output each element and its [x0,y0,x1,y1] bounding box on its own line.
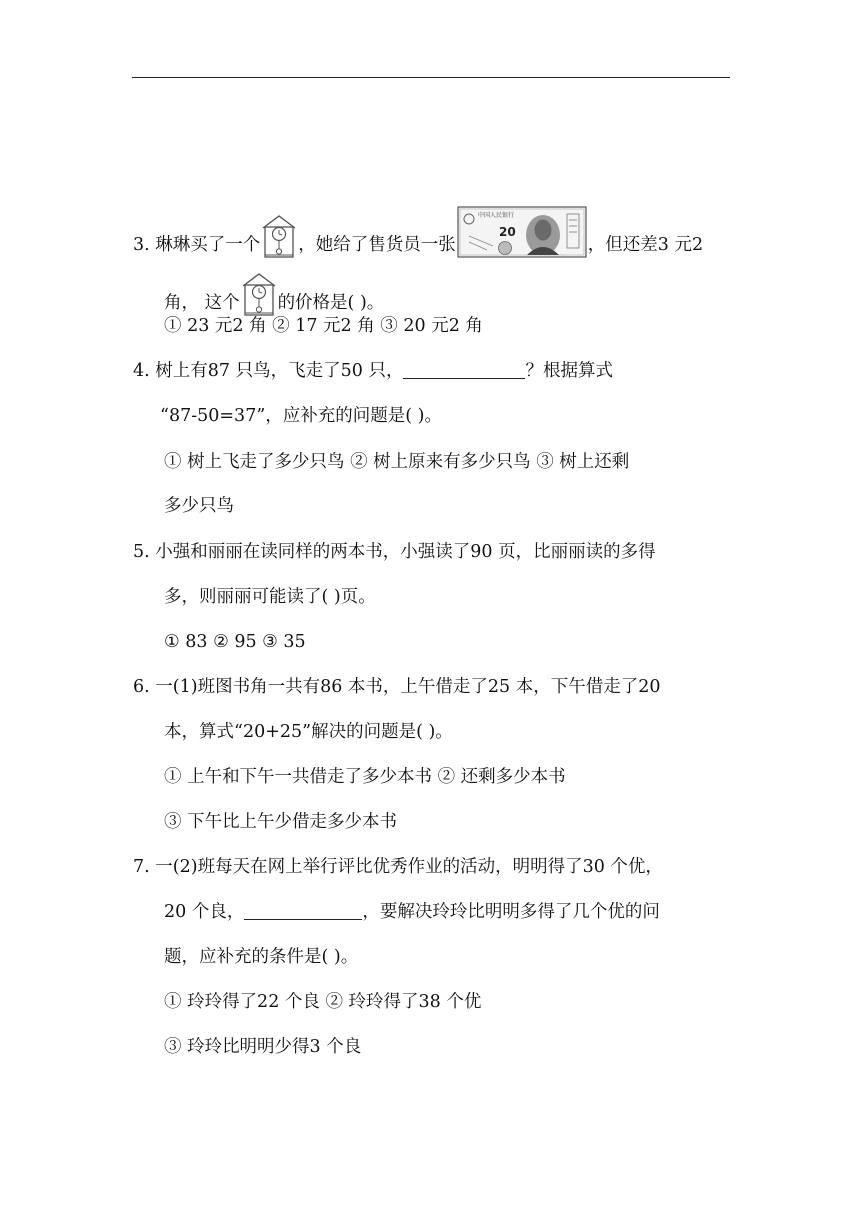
clock-icon [241,272,277,316]
banknote-image [457,206,587,258]
q7-line-1 [133,855,663,879]
q4-answer-blank [403,360,525,379]
clock-icon [261,214,297,258]
q7-text-2a: 20 个良， [164,902,245,922]
q7-line-3: 题，应补充的条件是( )。 [164,947,359,967]
q7-option-3: ③ 玲玲比明明少得3 个良 [164,1037,362,1057]
q5-line-1 [133,540,656,564]
q4-text-2: ？根据算式 [525,361,613,381]
q4-options-cont: 多少只鸟 [164,496,234,516]
q7-answer-blank [244,901,362,920]
q5-options: ① 83 ② 95 ③ 35 [164,632,306,652]
banknote-value: 20 [498,225,516,239]
q5-number: 5. [133,542,150,562]
q5-text-1: 小强和丽丽在读同样的两本书，小强读了90 页，比丽丽读的多得 [155,542,656,562]
q6-option-3: ③ 下午比上午少借走多少本书 [164,812,398,832]
q4-line-1 [133,359,613,383]
q3-text-1: 琳琳买了一个 [155,235,261,255]
banknote-header: 中国人民银行 [477,212,514,219]
q3-options: ① 23 元2 角 ② 17 元2 角 ③ 20 元2 角 [164,316,483,336]
q7-options-1-2: ① 玲玲得了22 个良 ② 玲玲得了38 个优 [164,992,482,1012]
header-rule [132,77,730,78]
q7-text-2b: ，要解决玲玲比明明多得了几个优的问 [362,902,660,922]
q4-text-1: 树上有87 只鸟，飞走了50 只， [155,361,404,381]
q7-number: 7. [133,857,150,877]
q3-line-2 [164,272,384,316]
q6-options-1-2: ① 上午和下午一共借走了多少本书 ② 还剩多少本书 [164,767,566,787]
q6-number: 6. [133,677,150,697]
q3-text-4: 角， 这个 [164,293,240,313]
q3-number: 3. [133,235,150,255]
q6-line-2: 本，算式“20+25”解决的问题是( )。 [164,722,453,742]
q7-line-2 [164,900,660,924]
q5-line-2: 多，则丽丽可能读了( )页。 [164,587,376,607]
q7-text-1: 一(2)班每天在网上举行评比优秀作业的活动，明明得了30 个优， [155,857,663,877]
q6-text-1: 一(1)班图书角一共有86 本书，上午借走了25 本，下午借走了20 [155,677,661,697]
q6-line-1 [133,675,661,699]
q4-line-2: “87-50=37”，应补充的问题是( )。 [160,406,442,426]
q3-text-5: 的价格是( )。 [277,293,385,313]
q3-text-3: ，但还差3 元2 [587,235,704,255]
q4-number: 4. [133,361,150,381]
q3-line-1 [133,206,703,258]
q3-text-2: ，她给了售货员一张 [298,235,456,255]
q4-options: ① 树上飞走了多少只鸟 ② 树上原来有多少只鸟 ③ 树上还剩 [164,452,630,472]
